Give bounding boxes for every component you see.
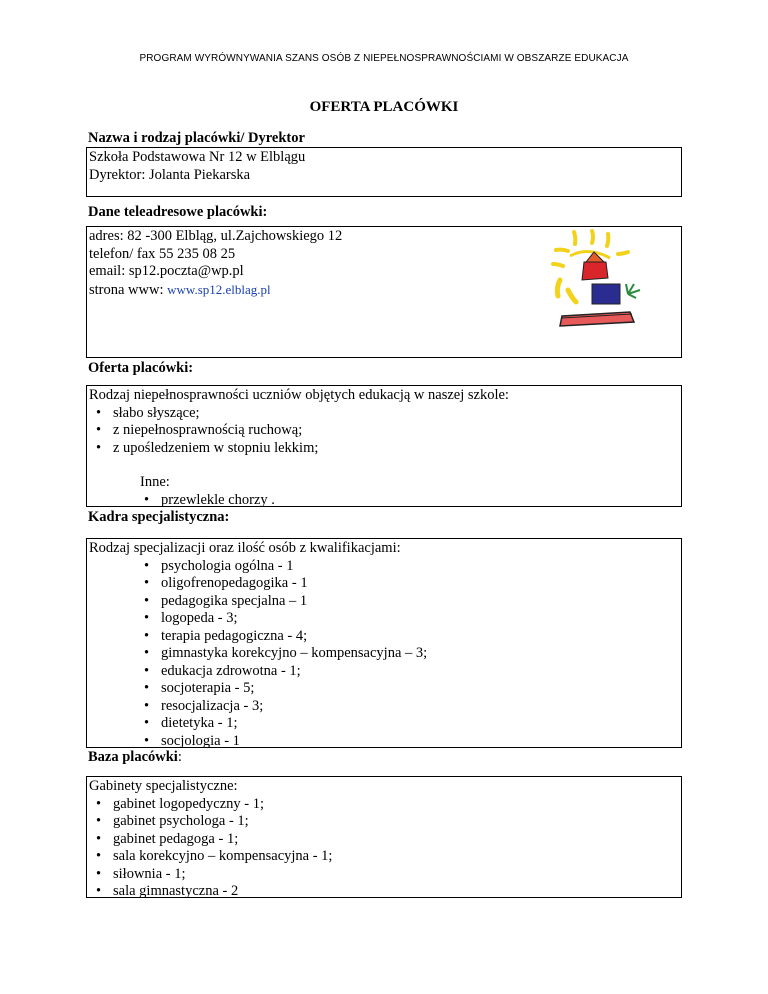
offer-box	[86, 385, 682, 507]
rooms-list	[89, 796, 679, 901]
page-title: OFERTA PLACÓWKI	[309, 99, 459, 115]
list-item: • dietetyka - 1;	[89, 715, 679, 733]
staff-intro: Rodzaj specjalizacji oraz ilość osób z kwalifikacjami:	[89, 540, 401, 556]
list-item: • edukacja zdrowotna - 1;	[89, 663, 679, 681]
school-name: Szkoła Podstawowa Nr 12 w Elblągu	[89, 149, 306, 165]
list-item: • gabinet pedagoga - 1;	[89, 831, 679, 849]
school-logo	[548, 228, 646, 336]
list-item: • z upośledzeniem w stopniu lekkim;	[89, 440, 679, 458]
list-item: • pedagogika specjalna – 1	[89, 593, 679, 611]
base-intro: Gabinety specjalistyczne:	[89, 778, 238, 794]
other-label: Inne:	[140, 474, 170, 490]
section-label-name: Nazwa i rodzaj placówki/ Dyrektor	[88, 130, 305, 146]
section-label-staff: Kadra specjalistyczna:	[88, 509, 230, 525]
page-header: PROGRAM WYRÓWNYWANIA SZANS OSÓB Z NIEPEŁNOSPRAWNOŚCIAMI W OBSZARZE EDUKACJA	[139, 53, 629, 64]
website-label: strona www:	[89, 281, 168, 298]
section-label-contact: Dane teleadresowe placówki:	[88, 204, 268, 220]
list-item: • sala gimnastyczna - 2	[89, 883, 679, 901]
list-item: • oligofrenopedagogika - 1	[89, 575, 679, 593]
list-item: • przewlekle chorzy .	[89, 492, 679, 510]
list-item: • psychologia ogólna - 1	[89, 558, 679, 576]
website-link[interactable]: www.sp12.elblag.pl	[167, 281, 271, 297]
list-item: • sala korekcyjno – kompensacyjna - 1;	[89, 848, 679, 866]
list-item: • gabinet psychologa - 1;	[89, 813, 679, 831]
disability-list	[89, 405, 679, 458]
list-item: • socjologia - 1	[89, 733, 679, 751]
list-item: • gimnastyka korekcyjno – kompensacyjna – 3;	[89, 645, 679, 663]
section-label-base	[88, 749, 182, 766]
offer-intro: Rodzaj niepełnosprawności uczniów objętych edukacją w naszej szkole:	[89, 387, 509, 403]
address: adres: 82 -300 Elbląg, ul.Zajchowskiego 12	[89, 228, 343, 244]
base-box	[86, 776, 682, 898]
phone: telefon/ fax 55 235 08 25	[89, 245, 236, 262]
list-item: • terapia pedagogiczna - 4;	[89, 628, 679, 646]
list-item: • resocjalizacja - 3;	[89, 698, 679, 716]
base-label-colon: :	[177, 749, 182, 765]
list-item: • siłownia - 1;	[89, 866, 679, 884]
list-item: • słabo słyszące;	[89, 405, 679, 423]
director-name: Dyrektor: Jolanta Piekarska	[89, 166, 251, 183]
base-label: Baza placówki	[88, 749, 178, 765]
list-item: • logopeda - 3;	[89, 610, 679, 628]
specialization-list	[89, 558, 679, 751]
school-name-box	[86, 147, 682, 197]
section-label-offer: Oferta placówki:	[88, 360, 194, 376]
email: email: sp12.poczta@wp.pl	[89, 263, 244, 279]
staff-box	[86, 538, 682, 748]
list-item: • z niepełnosprawnością ruchową;	[89, 422, 679, 440]
list-item: • socjoterapia - 5;	[89, 680, 679, 698]
list-item: • gabinet logopedyczny - 1;	[89, 796, 679, 814]
other-list	[89, 492, 679, 510]
